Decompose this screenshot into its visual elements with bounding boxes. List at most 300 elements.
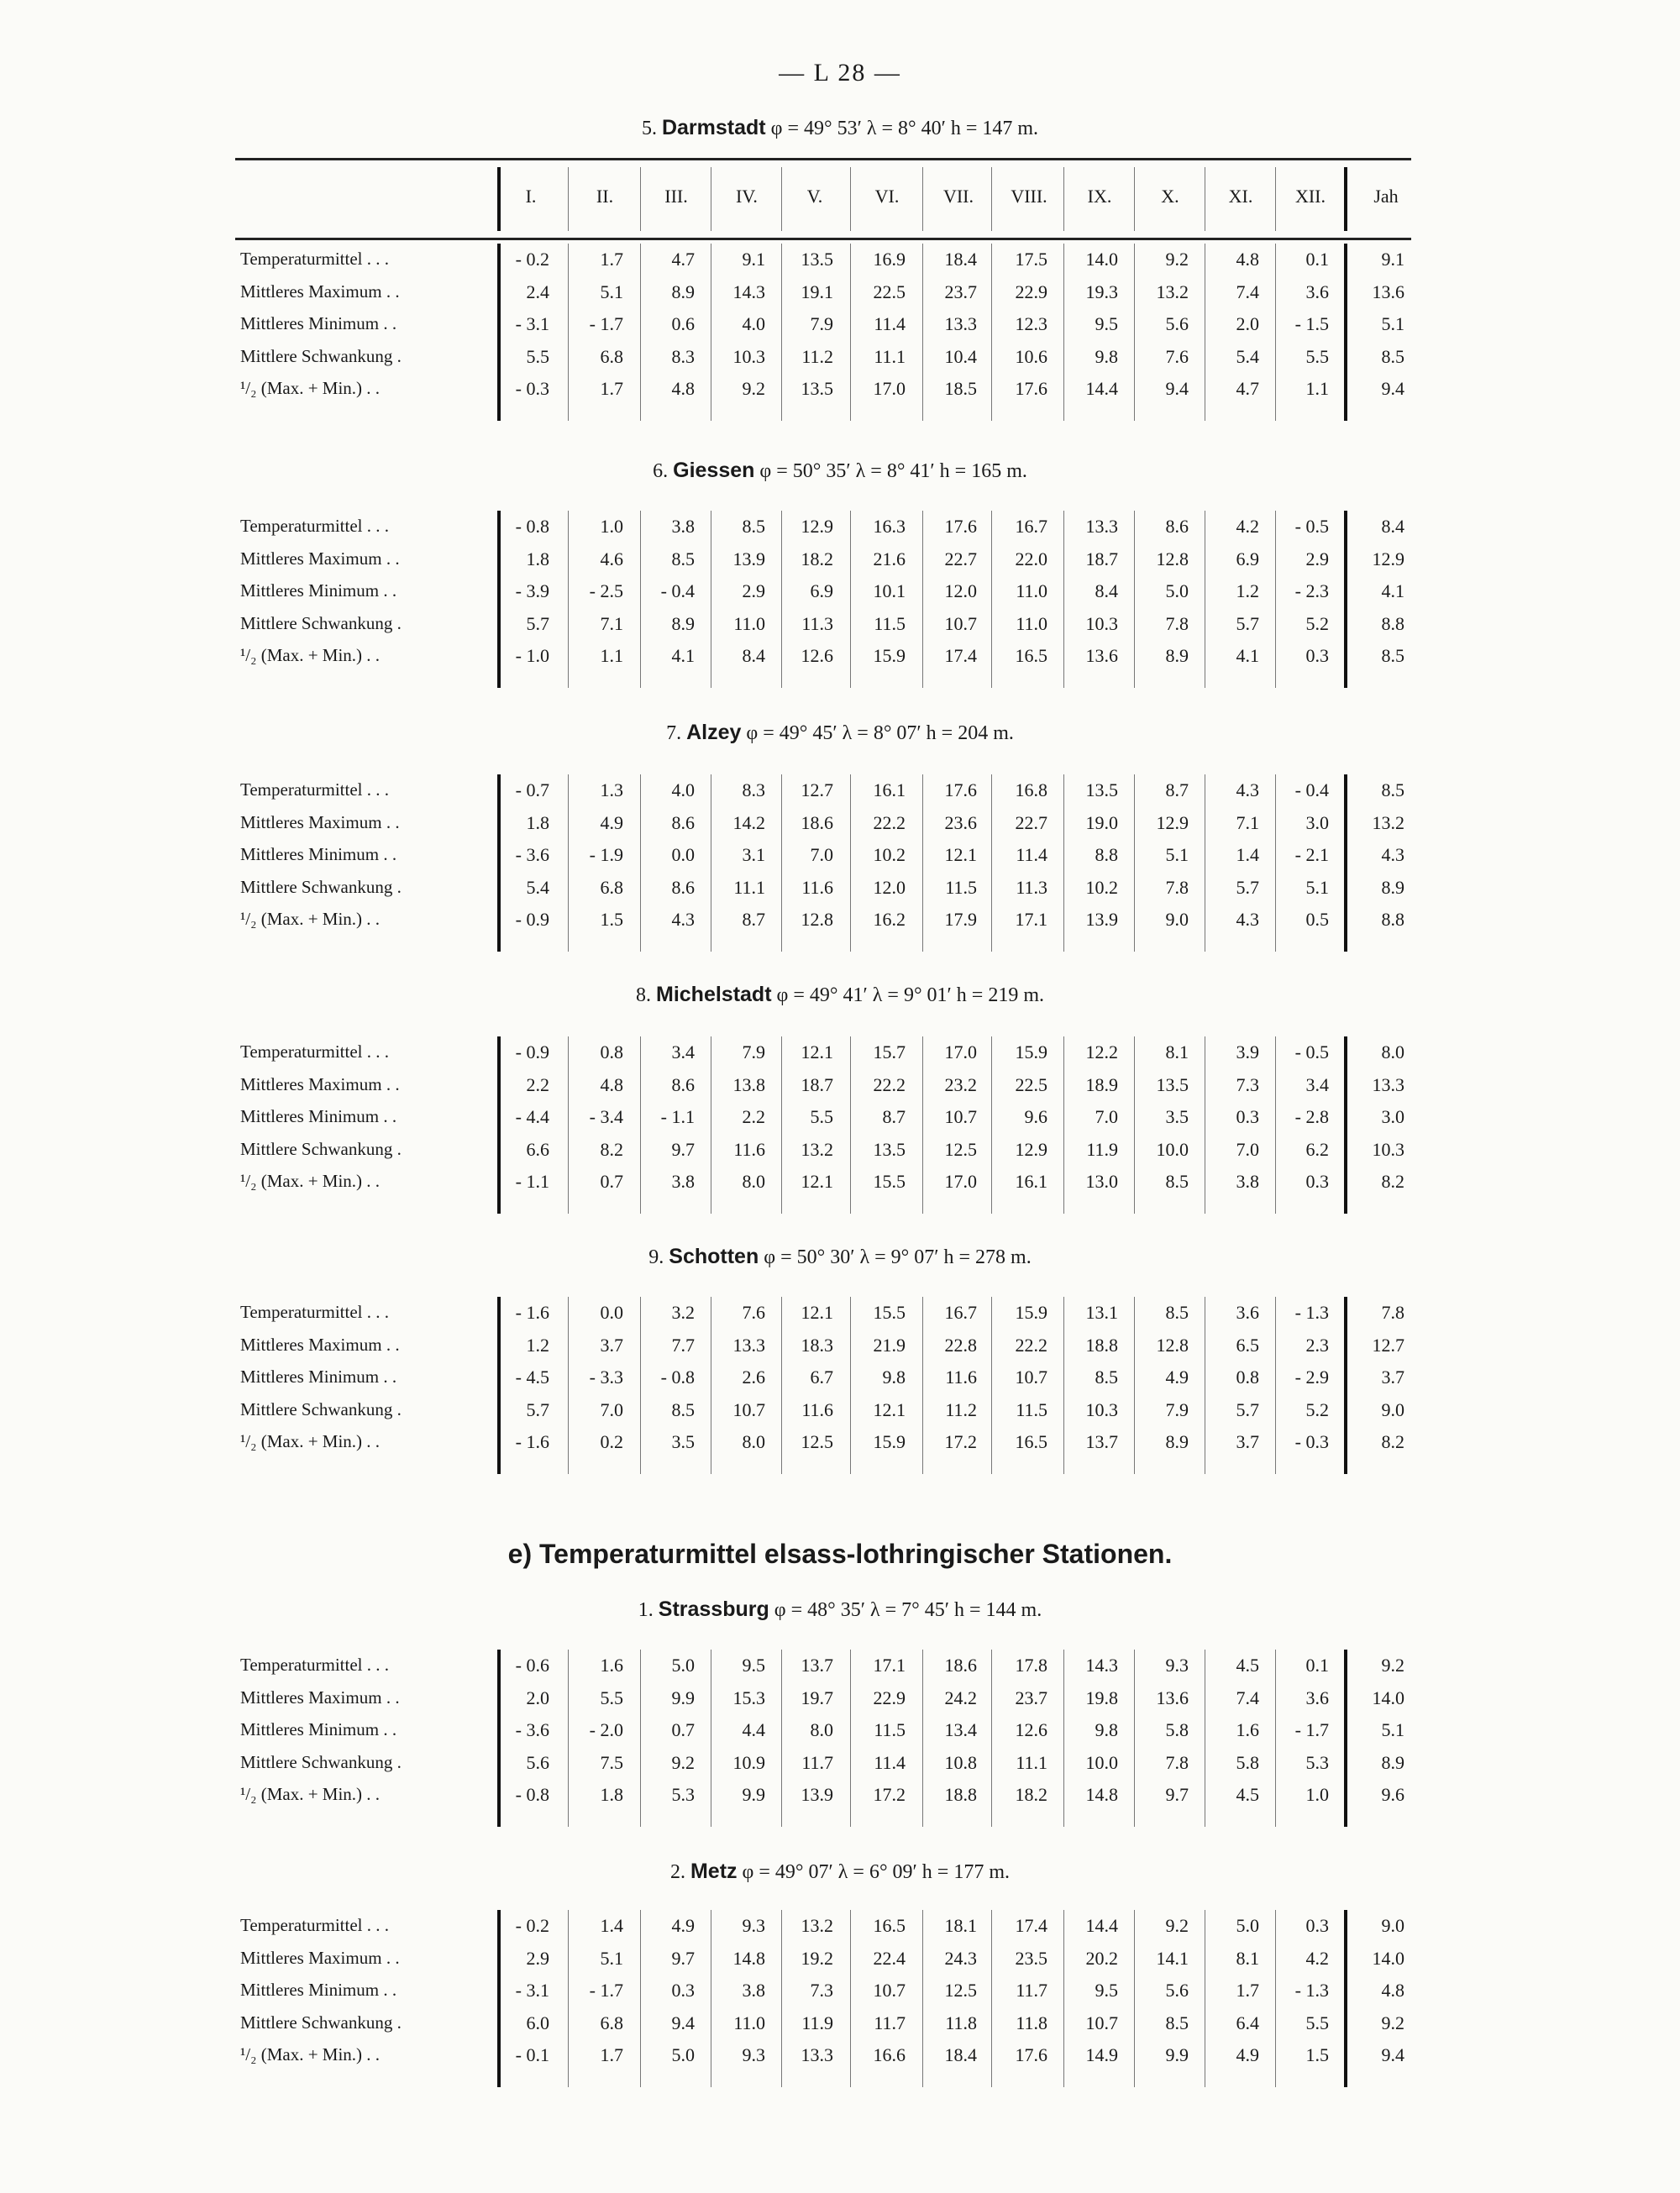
table-cell: - 2.9 bbox=[1294, 1367, 1329, 1388]
table-cell: 12.0 bbox=[944, 580, 977, 601]
table-cell: 12.1 bbox=[873, 1398, 906, 1420]
table-cell: 1.5 bbox=[1305, 2044, 1329, 2065]
table-cell: 17.6 bbox=[1015, 378, 1047, 399]
table-cell: 11.5 bbox=[1016, 1398, 1047, 1420]
table-cell: 22.9 bbox=[873, 1687, 906, 1708]
table-cell: 13.3 bbox=[1372, 1073, 1404, 1095]
table-cell: 8.8 bbox=[1095, 844, 1118, 865]
table-cell: - 1.1 bbox=[515, 1171, 549, 1192]
row-label: Mittlere Schwankung . bbox=[240, 1138, 402, 1159]
table-cell: 6.5 bbox=[1236, 1334, 1259, 1356]
table-cell: 2.9 bbox=[1305, 548, 1329, 569]
table-cell: - 1.7 bbox=[589, 1980, 623, 2001]
table-cell: 22.7 bbox=[944, 548, 977, 569]
table-cell: 15.5 bbox=[873, 1302, 906, 1323]
table-cell: 13.3 bbox=[1085, 516, 1118, 537]
table-cell: - 2.0 bbox=[589, 1719, 623, 1740]
table-cell: - 3.6 bbox=[515, 1719, 549, 1740]
table-cell: 13.9 bbox=[1085, 909, 1118, 930]
row-label: Mittleres Maximum . . bbox=[240, 548, 400, 569]
column-divider bbox=[1134, 167, 1135, 231]
table-cell: 1.4 bbox=[600, 1915, 623, 1936]
table-cell: 18.1 bbox=[944, 1915, 977, 1936]
column-divider bbox=[850, 167, 851, 231]
table-cell: 4.5 bbox=[1236, 1655, 1259, 1676]
table-cell: 8.7 bbox=[882, 1106, 906, 1127]
column-divider bbox=[497, 167, 501, 231]
table-cell: 5.1 bbox=[1381, 1719, 1404, 1740]
table-cell: 2.3 bbox=[1305, 1334, 1329, 1356]
table-cell: 8.5 bbox=[671, 548, 695, 569]
table-cell: 12.7 bbox=[1372, 1334, 1404, 1356]
table-cell: 8.5 bbox=[1165, 2012, 1189, 2033]
row-label: Mittleres Maximum . . bbox=[240, 281, 400, 302]
table-cell: - 3.9 bbox=[515, 580, 549, 601]
table-cell: 11.2 bbox=[801, 345, 833, 367]
table-cell: 12.9 bbox=[801, 516, 833, 537]
table-cell: 12.1 bbox=[801, 1302, 833, 1323]
station-title bbox=[0, 721, 1680, 745]
table-cell: 5.7 bbox=[1236, 876, 1259, 898]
table-cell: 9.7 bbox=[671, 1138, 695, 1160]
table-cell: 13.5 bbox=[1085, 779, 1118, 800]
table-cell: 1.1 bbox=[600, 645, 623, 666]
table-cell: 11.4 bbox=[874, 313, 906, 334]
table-cell: 14.0 bbox=[1085, 249, 1118, 270]
table-cell: 12.9 bbox=[1015, 1138, 1047, 1160]
column-header: III. bbox=[664, 186, 688, 207]
table-cell: 17.5 bbox=[1015, 249, 1047, 270]
table-cell: 0.0 bbox=[600, 1302, 623, 1323]
table-cell: 13.5 bbox=[801, 249, 833, 270]
table-cell: 0.3 bbox=[1305, 645, 1329, 666]
table-cell: - 0.8 bbox=[660, 1367, 695, 1388]
table-cell: 7.1 bbox=[1236, 811, 1259, 833]
station-coordinates: φ = 48° 35′ λ = 7° 45′ h = 144 m. bbox=[774, 1599, 1042, 1621]
table-cell: 13.5 bbox=[801, 378, 833, 399]
station-coordinates: φ = 50° 35′ λ = 8° 41′ h = 165 m. bbox=[759, 460, 1027, 482]
table-cell: 9.4 bbox=[1381, 2044, 1404, 2065]
table-cell: 12.1 bbox=[944, 844, 977, 865]
table-cell: 11.7 bbox=[1016, 1980, 1047, 2001]
column-header: IX. bbox=[1087, 186, 1112, 207]
station-name: Darmstadt bbox=[661, 116, 766, 139]
table-cell: 6.9 bbox=[810, 580, 833, 601]
table-cell: 1.6 bbox=[1236, 1719, 1259, 1740]
table-cell: 9.0 bbox=[1165, 909, 1189, 930]
table-cell: 6.7 bbox=[810, 1367, 833, 1388]
table-cell: - 1.6 bbox=[515, 1431, 549, 1452]
table-cell: 1.7 bbox=[600, 249, 623, 270]
table-cell: 11.4 bbox=[1016, 844, 1047, 865]
table-cell: 11.3 bbox=[1016, 876, 1047, 898]
table-cell: 19.2 bbox=[801, 1947, 833, 1969]
table-cell: 8.5 bbox=[1381, 645, 1404, 666]
table-cell: 23.2 bbox=[944, 1073, 977, 1095]
table-cell: 5.8 bbox=[1236, 1751, 1259, 1773]
table-cell: 14.2 bbox=[732, 811, 765, 833]
table-cell: 3.8 bbox=[1236, 1171, 1259, 1192]
table-header bbox=[235, 158, 1411, 240]
table-cell: 6.6 bbox=[526, 1138, 549, 1160]
table-cell: 7.8 bbox=[1381, 1302, 1404, 1323]
table-cell: 3.8 bbox=[671, 516, 695, 537]
column-divider bbox=[781, 167, 782, 231]
column-header: VIII. bbox=[1011, 186, 1047, 207]
table-cell: 17.4 bbox=[1015, 1915, 1047, 1936]
table-cell: 5.0 bbox=[1236, 1915, 1259, 1936]
table-cell: 15.3 bbox=[732, 1687, 765, 1708]
station-title bbox=[0, 116, 1680, 140]
table-cell: 8.6 bbox=[671, 1073, 695, 1095]
table-cell: 13.7 bbox=[801, 1655, 833, 1676]
table-cell: 10.7 bbox=[732, 1398, 765, 1420]
table-cell: 9.1 bbox=[742, 249, 765, 270]
table-cell: 8.5 bbox=[742, 516, 765, 537]
table-cell: 1.0 bbox=[600, 516, 623, 537]
table-cell: 13.4 bbox=[944, 1719, 977, 1740]
table-cell: 24.3 bbox=[944, 1947, 977, 1969]
table-cell: 17.6 bbox=[944, 779, 977, 800]
table-cell: 17.4 bbox=[944, 645, 977, 666]
table-cell: 12.8 bbox=[1156, 1334, 1189, 1356]
table-cell: 13.9 bbox=[732, 548, 765, 569]
table-cell: 3.5 bbox=[1165, 1106, 1189, 1127]
table-cell: 0.2 bbox=[600, 1431, 623, 1452]
table-cell: 13.6 bbox=[1085, 645, 1118, 666]
table-cell: 8.1 bbox=[1165, 1041, 1189, 1062]
table-cell: 9.5 bbox=[1095, 1980, 1118, 2001]
table-cell: 16.7 bbox=[944, 1302, 977, 1323]
table-cell: 18.6 bbox=[801, 811, 833, 833]
table-cell: 20.2 bbox=[1085, 1947, 1118, 1969]
table-cell: 3.8 bbox=[742, 1980, 765, 2001]
table-cell: 13.1 bbox=[1085, 1302, 1118, 1323]
table-cell: 18.3 bbox=[801, 1334, 833, 1356]
station-coordinates: φ = 50° 30′ λ = 9° 07′ h = 278 m. bbox=[764, 1246, 1032, 1268]
table-cell: 5.1 bbox=[1381, 313, 1404, 334]
row-label: Mittleres Maximum . . bbox=[240, 1687, 400, 1708]
row-label: Mittlere Schwankung . bbox=[240, 1398, 402, 1419]
table-cell: 18.7 bbox=[801, 1073, 833, 1095]
table-cell: 9.2 bbox=[671, 1751, 695, 1773]
table-cell: - 0.8 bbox=[515, 516, 549, 537]
table-cell: 4.4 bbox=[742, 1719, 765, 1740]
table-cell: 7.0 bbox=[600, 1398, 623, 1420]
table-cell: 23.6 bbox=[944, 811, 977, 833]
table-cell: 17.2 bbox=[873, 1784, 906, 1805]
table-cell: 0.3 bbox=[671, 1980, 695, 2001]
table-cell: 19.7 bbox=[801, 1687, 833, 1708]
table-cell: 3.6 bbox=[1236, 1302, 1259, 1323]
station-name: Schotten bbox=[669, 1245, 759, 1268]
table-cell: 9.6 bbox=[1381, 1784, 1404, 1805]
table-cell: 6.2 bbox=[1305, 1138, 1329, 1160]
table-cell: 5.7 bbox=[526, 1398, 549, 1420]
row-label: Mittleres Maximum . . bbox=[240, 1073, 400, 1094]
table-cell: 2.9 bbox=[742, 580, 765, 601]
table-cell: 6.8 bbox=[600, 876, 623, 898]
table-cell: 1.4 bbox=[1236, 844, 1259, 865]
table-cell: 4.3 bbox=[1381, 844, 1404, 865]
table-cell: 10.8 bbox=[944, 1751, 977, 1773]
table-cell: 22.2 bbox=[873, 1073, 906, 1095]
table-cell: 8.4 bbox=[1095, 580, 1118, 601]
table-cell: 6.8 bbox=[600, 2012, 623, 2033]
table-cell: 5.7 bbox=[526, 612, 549, 634]
table-cell: 1.2 bbox=[1236, 580, 1259, 601]
table-cell: 22.8 bbox=[944, 1334, 977, 1356]
table-cell: 10.1 bbox=[873, 580, 906, 601]
table-cell: 9.4 bbox=[671, 2012, 695, 2033]
table-cell: 8.2 bbox=[600, 1138, 623, 1160]
table-cell: - 1.9 bbox=[589, 844, 623, 865]
table-cell: 9.8 bbox=[1095, 1719, 1118, 1740]
table-cell: 8.9 bbox=[671, 612, 695, 634]
page-number: — L 28 — bbox=[779, 59, 901, 87]
table-cell: 12.1 bbox=[801, 1171, 833, 1192]
table-cell: 11.2 bbox=[945, 1398, 977, 1420]
table-cell: 5.4 bbox=[1236, 345, 1259, 367]
table-cell: 12.5 bbox=[944, 1980, 977, 2001]
table-cell: 0.3 bbox=[1305, 1171, 1329, 1192]
table-cell: 1.0 bbox=[1305, 1784, 1329, 1805]
table-cell: 6.0 bbox=[526, 2012, 549, 2033]
row-label: Mittlere Schwankung . bbox=[240, 345, 402, 366]
station-title bbox=[0, 983, 1680, 1007]
table-cell: 12.9 bbox=[1156, 811, 1189, 833]
table-cell: 9.9 bbox=[671, 1687, 695, 1708]
table-cell: 10.3 bbox=[1085, 1398, 1118, 1420]
table-cell: 9.7 bbox=[671, 1947, 695, 1969]
table-cell: 7.8 bbox=[1165, 876, 1189, 898]
table-cell: 12.2 bbox=[1085, 1041, 1118, 1062]
table-cell: 8.5 bbox=[1095, 1367, 1118, 1388]
station-number: 5. bbox=[641, 118, 657, 139]
table-cell: - 4.5 bbox=[515, 1367, 549, 1388]
table-cell: 6.4 bbox=[1236, 2012, 1259, 2033]
table-cell: 4.0 bbox=[742, 313, 765, 334]
table-cell: 18.9 bbox=[1085, 1073, 1118, 1095]
table-cell: - 3.6 bbox=[515, 844, 549, 865]
table-cell: 7.1 bbox=[600, 612, 623, 634]
table-cell: 8.0 bbox=[1381, 1041, 1404, 1062]
table-cell: 3.6 bbox=[1305, 1687, 1329, 1708]
table-cell: 2.0 bbox=[526, 1687, 549, 1708]
table-cell: 3.7 bbox=[1381, 1367, 1404, 1388]
column-divider bbox=[568, 167, 569, 231]
table-cell: 16.1 bbox=[1015, 1171, 1047, 1192]
table-cell: 10.3 bbox=[732, 345, 765, 367]
table-cell: 6.9 bbox=[1236, 548, 1259, 569]
table-cell: 7.0 bbox=[810, 844, 833, 865]
table-cell: 11.0 bbox=[1016, 612, 1047, 634]
table-cell: 5.1 bbox=[600, 1947, 623, 1969]
table-cell: 10.7 bbox=[873, 1980, 906, 2001]
table-cell: 5.7 bbox=[1236, 612, 1259, 634]
table-cell: 7.9 bbox=[810, 313, 833, 334]
table-cell: - 1.7 bbox=[589, 313, 623, 334]
table-cell: 16.5 bbox=[1015, 645, 1047, 666]
station-number: 1. bbox=[638, 1599, 654, 1621]
table-cell: 5.3 bbox=[1305, 1751, 1329, 1773]
table-cell: 5.3 bbox=[671, 1784, 695, 1805]
table-cell: 11.3 bbox=[801, 612, 833, 634]
table-cell: 21.9 bbox=[873, 1334, 906, 1356]
table-cell: 13.2 bbox=[1156, 281, 1189, 302]
table-cell: - 3.1 bbox=[515, 313, 549, 334]
table-cell: 14.0 bbox=[1372, 1687, 1404, 1708]
row-label: ¹/₂ (Max. + Min.) . . bbox=[240, 1171, 381, 1191]
table-cell: 8.9 bbox=[1381, 1751, 1404, 1773]
table-cell: 17.2 bbox=[944, 1431, 977, 1452]
table-cell: 22.2 bbox=[1015, 1334, 1047, 1356]
table-cell: 16.5 bbox=[1015, 1431, 1047, 1452]
table-cell: 23.7 bbox=[944, 281, 977, 302]
table-cell: 13.5 bbox=[873, 1138, 906, 1160]
table-cell: 10.3 bbox=[1085, 612, 1118, 634]
table-cell: - 0.4 bbox=[660, 580, 695, 601]
table-cell: 1.8 bbox=[526, 548, 549, 569]
table-cell: 1.1 bbox=[1305, 378, 1329, 399]
table-cell: 5.7 bbox=[1236, 1398, 1259, 1420]
table-cell: 18.4 bbox=[944, 249, 977, 270]
table-cell: 9.2 bbox=[742, 378, 765, 399]
table-cell: 8.6 bbox=[1165, 516, 1189, 537]
table-cell: 4.3 bbox=[671, 909, 695, 930]
table-cell: - 0.1 bbox=[515, 2044, 549, 2065]
row-label: ¹/₂ (Max. + Min.) . . bbox=[240, 2044, 381, 2064]
table-cell: - 2.8 bbox=[1294, 1106, 1329, 1127]
table-cell: 11.8 bbox=[945, 2012, 977, 2033]
table-cell: - 1.3 bbox=[1294, 1980, 1329, 2001]
table-cell: 16.9 bbox=[873, 249, 906, 270]
table-cell: 11.0 bbox=[733, 612, 765, 634]
table-cell: 22.5 bbox=[1015, 1073, 1047, 1095]
table-cell: 4.9 bbox=[600, 811, 623, 833]
table-cell: 11.7 bbox=[801, 1751, 833, 1773]
table-cell: 1.3 bbox=[600, 779, 623, 800]
table-cell: 9.3 bbox=[742, 1915, 765, 1936]
table-cell: 1.5 bbox=[600, 909, 623, 930]
table-cell: 11.5 bbox=[874, 1719, 906, 1740]
column-divider bbox=[640, 167, 641, 231]
row-label: Temperaturmittel . . . bbox=[240, 779, 389, 800]
table-cell: - 3.1 bbox=[515, 1980, 549, 2001]
table-cell: 7.3 bbox=[810, 1980, 833, 2001]
table-cell: 9.2 bbox=[1165, 1915, 1189, 1936]
table-cell: - 1.3 bbox=[1294, 1302, 1329, 1323]
table-cell: 14.8 bbox=[1085, 1784, 1118, 1805]
table-cell: 17.6 bbox=[944, 516, 977, 537]
table-cell: 23.5 bbox=[1015, 1947, 1047, 1969]
table-cell: 13.0 bbox=[1085, 1171, 1118, 1192]
table-cell: 12.1 bbox=[801, 1041, 833, 1062]
station-number: 8. bbox=[636, 984, 651, 1006]
table-cell: - 1.5 bbox=[1294, 313, 1329, 334]
table-cell: 4.3 bbox=[1236, 909, 1259, 930]
table-cell: 12.6 bbox=[1015, 1719, 1047, 1740]
table-cell: 9.6 bbox=[1024, 1106, 1047, 1127]
station-coordinates: φ = 49° 45′ λ = 8° 07′ h = 204 m. bbox=[746, 722, 1014, 744]
section-heading: e) Temperaturmittel elsass-lothringischer Stationen. bbox=[507, 1539, 1173, 1569]
column-header: XI. bbox=[1228, 186, 1253, 207]
table-cell: 5.8 bbox=[1165, 1719, 1189, 1740]
table-cell: 0.7 bbox=[600, 1171, 623, 1192]
table-cell: 10.7 bbox=[1085, 2012, 1118, 2033]
column-header: VI. bbox=[874, 186, 900, 207]
table-cell: 9.7 bbox=[1165, 1784, 1189, 1805]
table-cell: 13.6 bbox=[1156, 1687, 1189, 1708]
station-title bbox=[0, 1860, 1680, 1884]
table-cell: 9.2 bbox=[1165, 249, 1189, 270]
table-cell: 3.9 bbox=[1236, 1041, 1259, 1062]
table-cell: 1.8 bbox=[526, 811, 549, 833]
table-cell: 5.5 bbox=[1305, 345, 1329, 367]
table-cell: 3.8 bbox=[671, 1171, 695, 1192]
table-cell: 9.5 bbox=[1095, 313, 1118, 334]
table-cell: 1.6 bbox=[600, 1655, 623, 1676]
table-cell: 15.9 bbox=[873, 645, 906, 666]
table-cell: - 0.3 bbox=[1294, 1431, 1329, 1452]
table-cell: 22.4 bbox=[873, 1947, 906, 1969]
station-coordinates: φ = 49° 07′ λ = 6° 09′ h = 177 m. bbox=[742, 1861, 1011, 1883]
row-label: Temperaturmittel . . . bbox=[240, 1302, 389, 1322]
table-cell: 18.5 bbox=[944, 378, 977, 399]
table-cell: 13.9 bbox=[801, 1784, 833, 1805]
table-cell: - 0.2 bbox=[515, 249, 549, 270]
table-cell: 11.7 bbox=[874, 2012, 906, 2033]
table-cell: 0.1 bbox=[1305, 1655, 1329, 1676]
row-label: Mittleres Maximum . . bbox=[240, 811, 400, 832]
table-cell: 22.0 bbox=[1015, 548, 1047, 569]
table-cell: 11.5 bbox=[874, 612, 906, 634]
table-cell: 21.6 bbox=[873, 548, 906, 569]
table-cell: 2.2 bbox=[742, 1106, 765, 1127]
table-cell: 0.3 bbox=[1305, 1915, 1329, 1936]
table-cell: 11.9 bbox=[1086, 1138, 1118, 1160]
table-cell: 2.6 bbox=[742, 1367, 765, 1388]
column-header: V. bbox=[806, 186, 823, 207]
table-cell: 12.7 bbox=[801, 779, 833, 800]
row-label: Mittlere Schwankung . bbox=[240, 2012, 402, 2033]
row-label: Mittleres Minimum . . bbox=[240, 1980, 397, 2000]
table-cell: 8.1 bbox=[1236, 1947, 1259, 1969]
table-cell: 12.5 bbox=[944, 1138, 977, 1160]
table-cell: 19.1 bbox=[801, 281, 833, 302]
column-header: II. bbox=[596, 186, 614, 207]
table-cell: 7.8 bbox=[1165, 612, 1189, 634]
table-cell: 18.2 bbox=[1015, 1784, 1047, 1805]
table-cell: 3.7 bbox=[1236, 1431, 1259, 1452]
table-cell: 8.2 bbox=[1381, 1431, 1404, 1452]
table-cell: 17.1 bbox=[873, 1655, 906, 1676]
table-cell: 5.6 bbox=[1165, 1980, 1189, 2001]
table-cell: 4.9 bbox=[1165, 1367, 1189, 1388]
station-coordinates: φ = 49° 41′ λ = 9° 01′ h = 219 m. bbox=[776, 984, 1044, 1006]
table-cell: 11.0 bbox=[1016, 580, 1047, 601]
table-cell: 8.4 bbox=[1381, 516, 1404, 537]
table-cell: 8.3 bbox=[671, 345, 695, 367]
table-cell: 12.8 bbox=[801, 909, 833, 930]
table-cell: - 4.4 bbox=[515, 1106, 549, 1127]
table-cell: 16.3 bbox=[873, 516, 906, 537]
table-cell: 7.0 bbox=[1095, 1106, 1118, 1127]
table-cell: 12.0 bbox=[873, 876, 906, 898]
table-cell: 2.9 bbox=[526, 1947, 549, 1969]
table-cell: 3.1 bbox=[742, 844, 765, 865]
table-cell: 13.6 bbox=[1372, 281, 1404, 302]
